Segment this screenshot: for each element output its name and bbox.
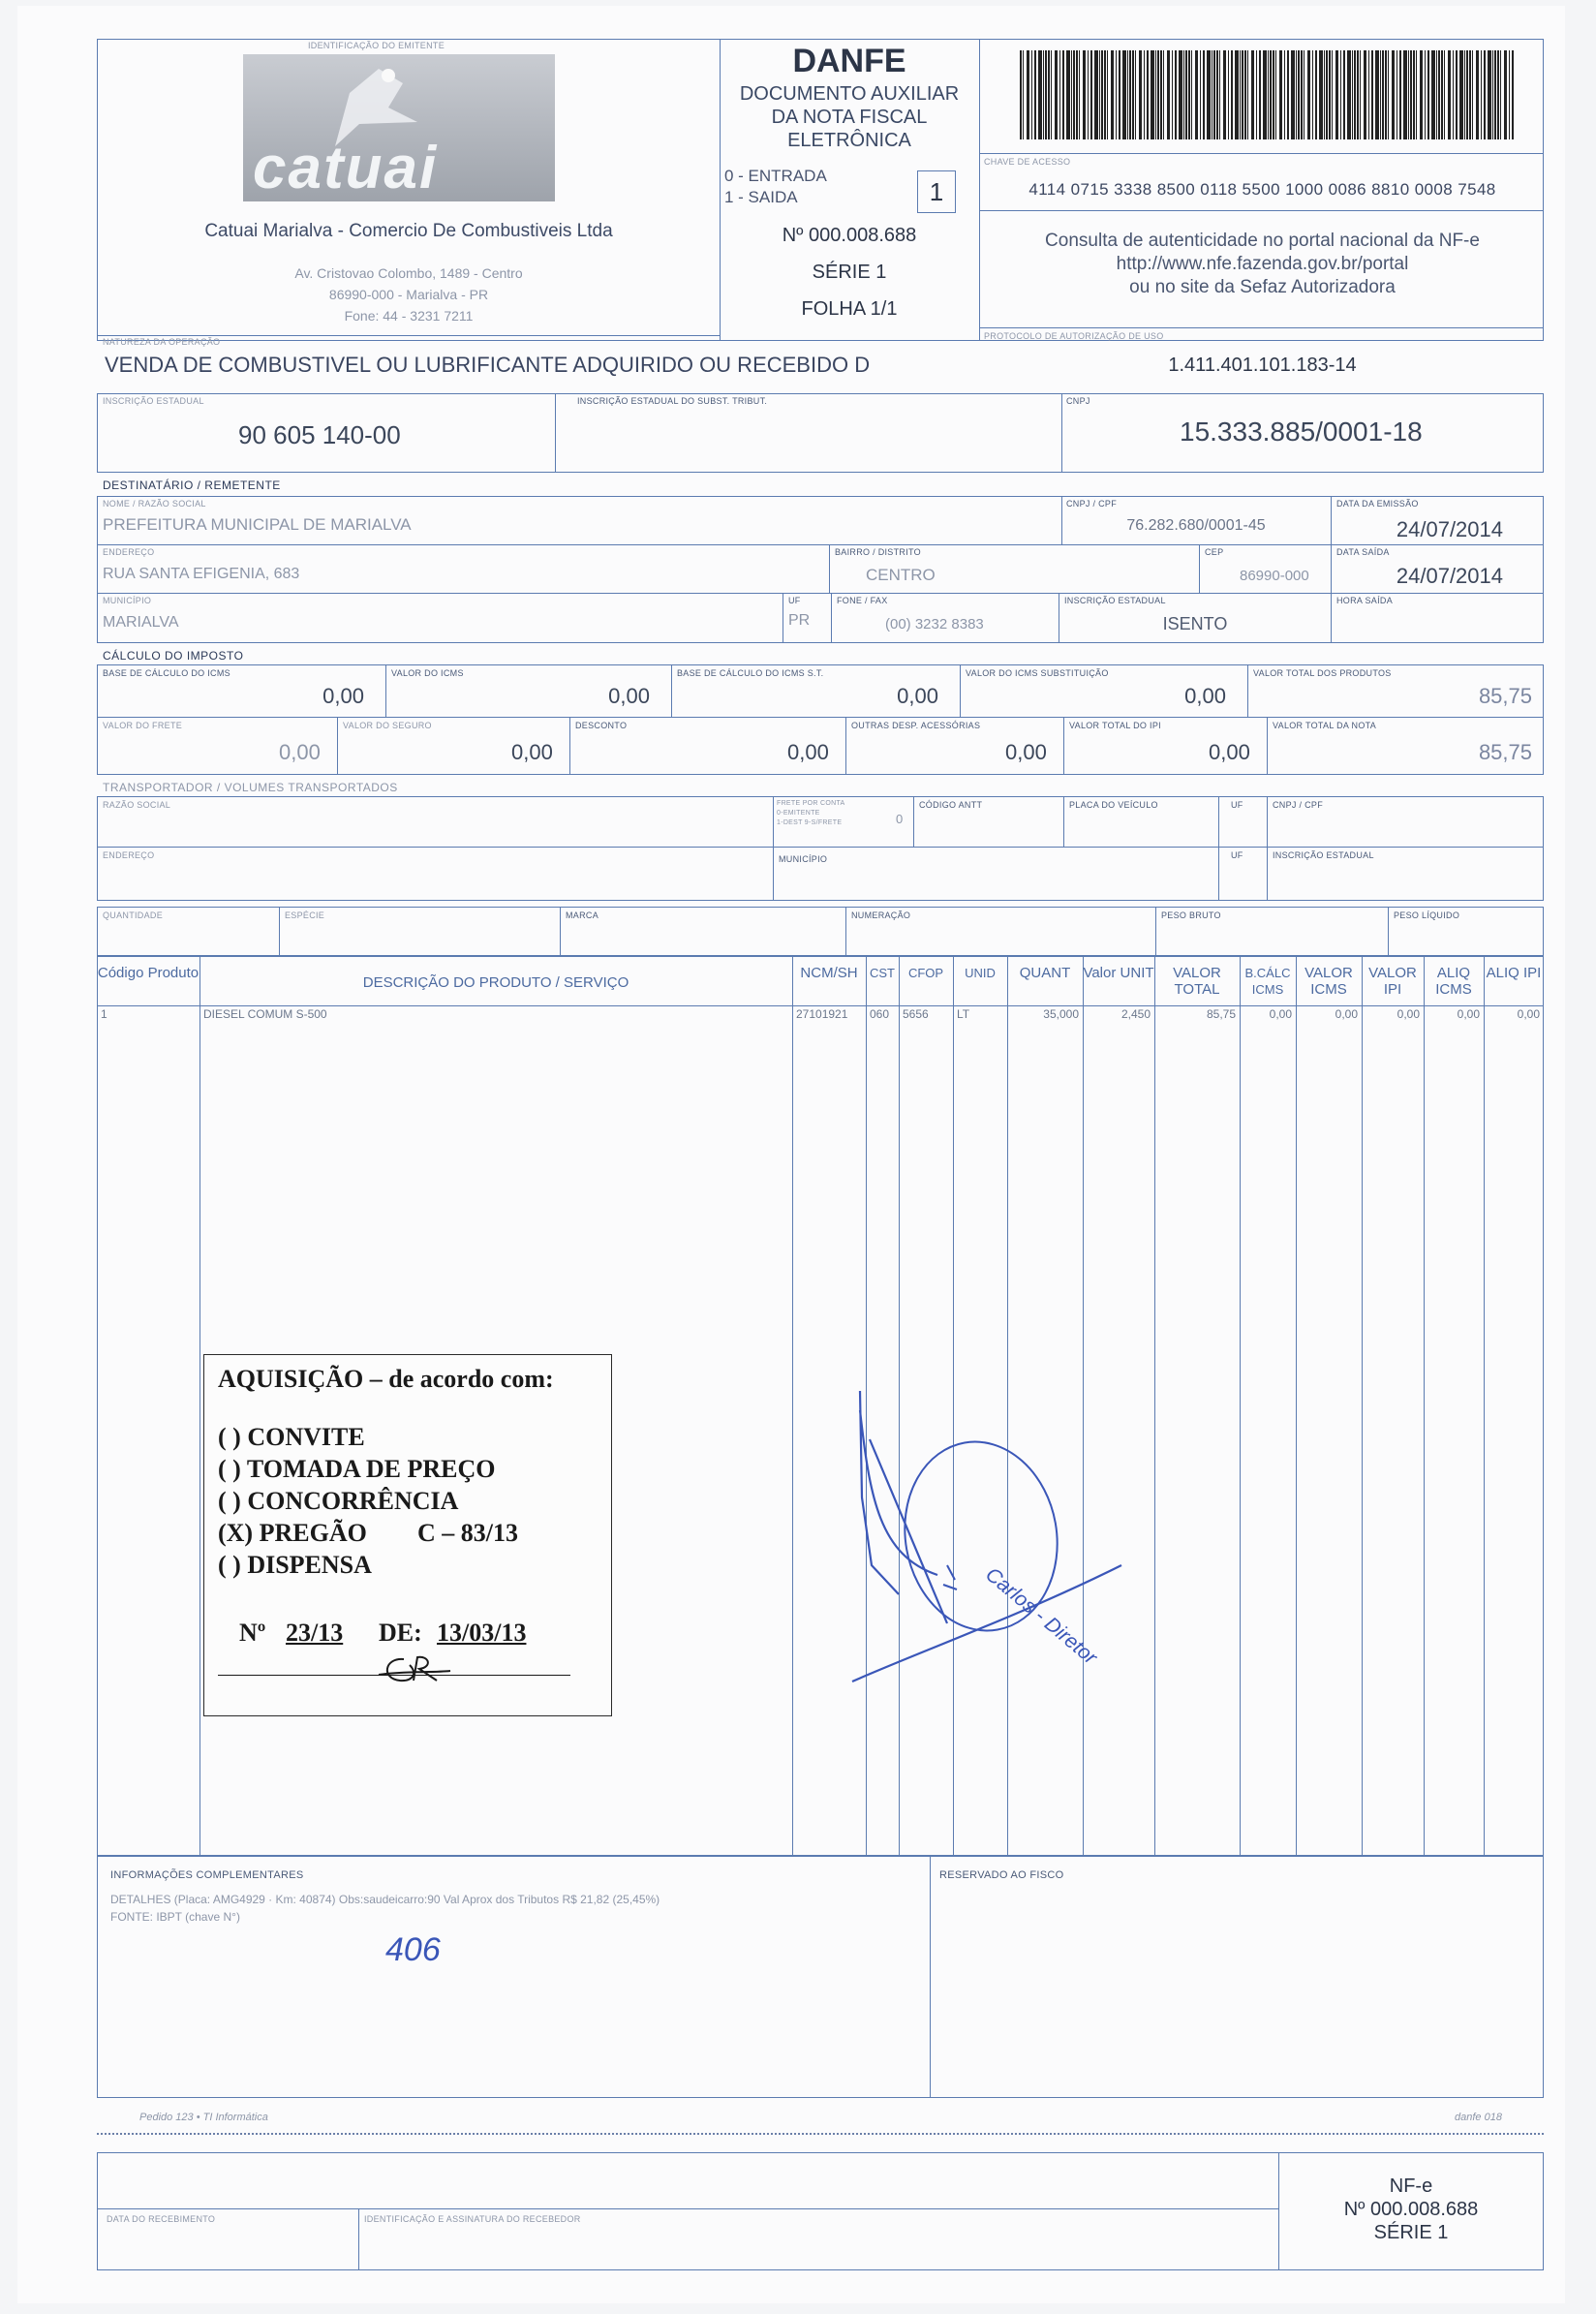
stamp-number: 23/13 <box>286 1619 344 1647</box>
species-label: ESPÉCIE <box>285 910 325 920</box>
carrier-ie-label: INSCRIÇÃO ESTADUAL <box>1273 850 1374 860</box>
carrier-city-label: MUNICÍPIO <box>779 854 828 864</box>
tax-label-insurance: VALOR DO SEGURO <box>343 721 432 730</box>
emitter-phone: Fone: 44 - 3231 7211 <box>344 308 474 324</box>
tax-label-ipi-total: VALOR TOTAL DO IPI <box>1069 721 1161 730</box>
product-cell: 0,00 <box>1269 1007 1292 1021</box>
uf: PR <box>788 612 811 629</box>
emission-date-label: DATA DA EMISSÃO <box>1336 499 1419 509</box>
additional-info-text-2: FONTE: IBPT (chave N°) <box>110 1910 240 1924</box>
table-column-divider <box>1424 955 1425 1856</box>
tax-label-discount: DESCONTO <box>575 721 628 730</box>
table-header-4: CFOP <box>907 966 944 980</box>
canhoto-number: Nº 000.008.688 <box>1343 2199 1479 2220</box>
recipient-address-label: ENDEREÇO <box>103 547 155 557</box>
emitter-name: Catuai Marialva - Comercio De Combustiveis Ltda <box>204 221 613 241</box>
table-header-5: UNID <box>965 966 996 980</box>
emission-date: 24/07/2014 <box>1396 517 1503 541</box>
tax-label-products-total: VALOR TOTAL DOS PRODUTOS <box>1253 668 1392 678</box>
access-key: 4114 0715 3338 8500 0118 5500 1000 0086 8810 0008 7548 <box>1028 180 1496 199</box>
tax-value-discount: 0,00 <box>787 740 829 764</box>
tax-value-base-icms: 0,00 <box>322 684 364 708</box>
table-header-12: ALIQ ICMS <box>1435 965 1472 998</box>
table-header-1: DESCRIÇÃO DO PRODUTO / SERVIÇO <box>362 974 629 991</box>
tax-value-ipi-total: 0,00 <box>1209 740 1250 764</box>
tax-label-note-total: VALOR TOTAL DA NOTA <box>1273 721 1377 730</box>
stamp-initials-icon <box>375 1651 452 1686</box>
tax-value-freight: 0,00 <box>279 740 321 764</box>
gross-weight-label: PESO BRUTO <box>1161 910 1221 920</box>
product-cell: 060 <box>870 1007 890 1021</box>
table-header-2: NCM/SH <box>800 965 858 981</box>
table-header-11: VALOR IPI <box>1368 965 1417 998</box>
company-logo <box>243 54 555 201</box>
qty-label: QUANTIDADE <box>103 910 164 920</box>
table-column-divider <box>1154 955 1155 1856</box>
stamp-number-prefix: Nº <box>239 1619 266 1647</box>
tax-value-insurance: 0,00 <box>511 740 553 764</box>
freight-label: FRETE POR CONTA <box>777 800 845 807</box>
stamp-title: AQUISIÇÃO – de acordo com: <box>218 1365 554 1393</box>
canhoto-serie: SÉRIE 1 <box>1373 2222 1449 2243</box>
additional-info-label: INFORMAÇÕES COMPLEMENTARES <box>110 1869 304 1881</box>
stamp-pregao-code: C – 83/13 <box>417 1519 518 1547</box>
recipient-section-label: DESTINATÁRIO / REMETENTE <box>103 478 281 492</box>
transport-frame <box>97 796 1544 901</box>
entrada-label: 0 - ENTRADA <box>724 167 827 185</box>
product-description: DIESEL COMUM S-500 <box>203 1007 327 1021</box>
tax-section-label: CÁLCULO DO IMPOSTO <box>103 649 244 663</box>
danfe-number: Nº 000.008.688 <box>782 225 917 246</box>
consult-line-1: Consulta de autenticidade no portal nacional da NF-e <box>1045 231 1480 251</box>
tax-value-icms: 0,00 <box>608 684 650 708</box>
exit-time-label: HORA SAÍDA <box>1336 596 1394 605</box>
tax-value-note-total: 85,75 <box>1478 740 1532 764</box>
operation-type-box: 1 <box>917 170 956 213</box>
received-date-label: DATA DO RECEBIMENTO <box>107 2214 216 2224</box>
stamp-option-concorrencia: ( ) CONCORRÊNCIA <box>218 1487 459 1515</box>
table-column-divider <box>1484 955 1485 1856</box>
product-cell: 5656 <box>903 1007 929 1021</box>
carrier-cnpj-label: CNPJ / CPF <box>1273 800 1324 810</box>
table-header-7: Valor UNIT <box>1083 965 1154 981</box>
tax-label-base-st: BASE DE CÁLCULO DO ICMS S.T. <box>677 668 824 678</box>
logo-text: catuai <box>253 135 439 201</box>
recipient-name-label: NOME / RAZÃO SOCIAL <box>103 499 206 509</box>
tax-value-other: 0,00 <box>1005 740 1047 764</box>
cep-label: CEP <box>1205 547 1224 557</box>
consult-line-3: ou no site da Sefaz Autorizadora <box>1129 277 1396 297</box>
plate-label: PLACA DO VEÍCULO <box>1069 800 1158 810</box>
cut-line <box>97 2133 1544 2135</box>
recipient-address: RUA SANTA EFIGENIA, 683 <box>103 566 300 582</box>
signature-text: Carlos - Diretor <box>981 1563 1102 1670</box>
emitter-section-label: IDENTIFICAÇÃO DO EMITENTE <box>308 41 445 50</box>
brand-label: MARCA <box>566 910 599 920</box>
carrier-uf-label: UF <box>1231 800 1243 810</box>
danfe-subtitle-3: ELETRÔNICA <box>787 130 911 151</box>
phone-label: FONE / FAX <box>837 596 888 605</box>
stamp-option-convite: ( ) CONVITE <box>218 1423 365 1451</box>
tax-value-base-st: 0,00 <box>897 684 938 708</box>
tax-value-products-total: 85,75 <box>1478 684 1532 708</box>
recipient-name: PREFEITURA MUNICIPAL DE MARIALVA <box>103 515 412 534</box>
phone: (00) 3232 8383 <box>885 616 984 632</box>
stamp-date-prefix: DE: <box>379 1619 422 1647</box>
table-column-divider <box>1296 955 1297 1856</box>
stamp-date: 13/03/13 <box>437 1619 527 1647</box>
ie-label: INSCRIÇÃO ESTADUAL <box>103 396 204 406</box>
product-cell: LT <box>957 1007 970 1021</box>
danfe-page <box>17 6 1565 2303</box>
acquisition-stamp <box>203 1354 612 1716</box>
district: CENTRO <box>866 566 936 584</box>
tax-label-other: OUTRAS DESP. ACESSÓRIAS <box>851 721 981 730</box>
danfe-subtitle-1: DOCUMENTO AUXILIAR <box>739 83 960 105</box>
product-cell: 0,00 <box>1457 1007 1480 1021</box>
table-column-divider <box>1362 955 1363 1856</box>
handwritten-note: 406 <box>385 1931 441 1968</box>
emitter-city: 86990-000 - Marialva - PR <box>328 287 489 302</box>
footer-right-note: danfe 018 <box>1455 2112 1502 2123</box>
table-header-13: ALIQ IPI <box>1486 965 1542 981</box>
product-cell: 0,00 <box>1335 1007 1358 1021</box>
nature-value: VENDA DE COMBUSTIVEL OU LUBRIFICANTE ADQUIRIDO OU RECEBIDO D <box>105 353 871 377</box>
reserved-fisco-label: RESERVADO AO FISCO <box>939 1869 1064 1881</box>
freight-option-1: 0-EMITENTE <box>777 810 820 817</box>
carrier-name-label: RAZÃO SOCIAL <box>103 800 171 810</box>
recipient-cnpj: 76.282.680/0001-45 <box>1126 517 1266 534</box>
carrier-uf-label-2: UF <box>1231 850 1243 860</box>
product-cell: 85,75 <box>1206 1007 1236 1021</box>
recipient-cnpj-label: CNPJ / CPF <box>1066 499 1118 509</box>
recipient-ie: ISENTO <box>1162 614 1228 633</box>
table-header-6: QUANT <box>1019 965 1071 981</box>
table-column-divider <box>1240 955 1241 1856</box>
ie-value: 90 605 140-00 <box>238 420 401 449</box>
tax-label-base-icms: BASE DE CÁLCULO DO ICMS <box>103 668 230 678</box>
uf-label: UF <box>788 596 801 605</box>
tax-label-icms: VALOR DO ICMS <box>391 668 464 678</box>
numbering-label: NUMERAÇÃO <box>851 910 911 920</box>
exit-date: 24/07/2014 <box>1396 564 1503 588</box>
danfe-title: DANFE <box>792 43 906 79</box>
city-label: MUNICÍPIO <box>103 596 152 605</box>
product-cell: 35,000 <box>1043 1007 1079 1021</box>
product-cell: 27101921 <box>796 1007 848 1021</box>
antt-label: CÓDIGO ANTT <box>919 800 983 810</box>
canhoto-nfe: NF-e <box>1389 2175 1433 2197</box>
footer-left-note: Pedido 123 • TI Informática <box>139 2112 268 2123</box>
emitter-address: Av. Cristovao Colombo, 1489 - Centro <box>294 265 523 281</box>
net-weight-label: PESO LÍQUIDO <box>1394 910 1460 920</box>
protocol-value: 1.411.401.101.183-14 <box>1168 355 1357 376</box>
table-header-0: Código Produto <box>97 965 200 981</box>
ie-st-label: INSCRIÇÃO ESTADUAL DO SUBST. TRIBUT. <box>577 396 768 406</box>
recipient-ie-label: INSCRIÇÃO ESTADUAL <box>1064 596 1166 605</box>
nature-label: NATUREZA DA OPERAÇÃO <box>103 337 221 347</box>
table-column-divider <box>792 955 793 1856</box>
barcode <box>1020 50 1519 139</box>
consult-line-2: http://www.nfe.fazenda.gov.br/portal <box>1116 254 1409 274</box>
tax-value-icms-st: 0,00 <box>1184 684 1226 708</box>
district-label: BAIRRO / DISTRITO <box>835 547 921 557</box>
table-header-3: CST <box>870 966 895 980</box>
exit-date-label: DATA SAÍDA <box>1336 547 1390 557</box>
table-header-10: VALOR ICMS <box>1304 965 1353 998</box>
table-header-9: B.CÁLC ICMS <box>1244 966 1291 997</box>
received-sign-label: IDENTIFICAÇÃO E ASSINATURA DO RECEBEDOR <box>364 2214 581 2224</box>
barcode-bars-icon <box>1020 50 1519 139</box>
danfe-serie: SÉRIE 1 <box>812 262 887 283</box>
product-cell: 1 <box>101 1007 107 1021</box>
cnpj-label: CNPJ <box>1066 396 1090 406</box>
carrier-address-label: ENDEREÇO <box>103 850 155 860</box>
protocol-label: PROTOCOLO DE AUTORIZAÇÃO DE USO <box>984 331 1164 341</box>
danfe-folha: FOLHA 1/1 <box>801 298 898 320</box>
danfe-subtitle-2: DA NOTA FISCAL <box>771 107 928 128</box>
transport-section-label: TRANSPORTADOR / VOLUMES TRANSPORTADOS <box>103 781 398 794</box>
table-header-8: VALOR TOTAL <box>1173 965 1221 998</box>
stamp-option-dispensa: ( ) DISPENSA <box>218 1551 372 1579</box>
access-key-label: CHAVE DE ACESSO <box>984 157 1071 167</box>
city: MARIALVA <box>103 614 179 631</box>
freight-option-2: 1-DEST 9-S/FRETE <box>777 819 843 826</box>
tax-label-icms-st: VALOR DO ICMS SUBSTITUIÇÃO <box>966 668 1109 678</box>
freight-value: 0 <box>896 812 904 826</box>
saida-label: 1 - SAIDA <box>724 188 798 206</box>
stamp-option-tomada: ( ) TOMADA DE PREÇO <box>218 1455 496 1483</box>
cnpj-value: 15.333.885/0001-18 <box>1180 417 1423 447</box>
product-cell: 0,00 <box>1517 1007 1540 1021</box>
product-cell: 2,450 <box>1120 1007 1151 1021</box>
additional-info-text-1: DETALHES (Placa: AMG4929 · Km: 40874) Obs:saudeicarro:90 Val Aprox dos Tributos R$ 21,82 (25,45%) <box>110 1893 660 1906</box>
product-cell: 0,00 <box>1396 1007 1420 1021</box>
stamp-option-pregao: (X) PREGÃO <box>218 1519 367 1547</box>
cep: 86990-000 <box>1240 568 1309 584</box>
tax-label-freight: VALOR DO FRETE <box>103 721 183 730</box>
